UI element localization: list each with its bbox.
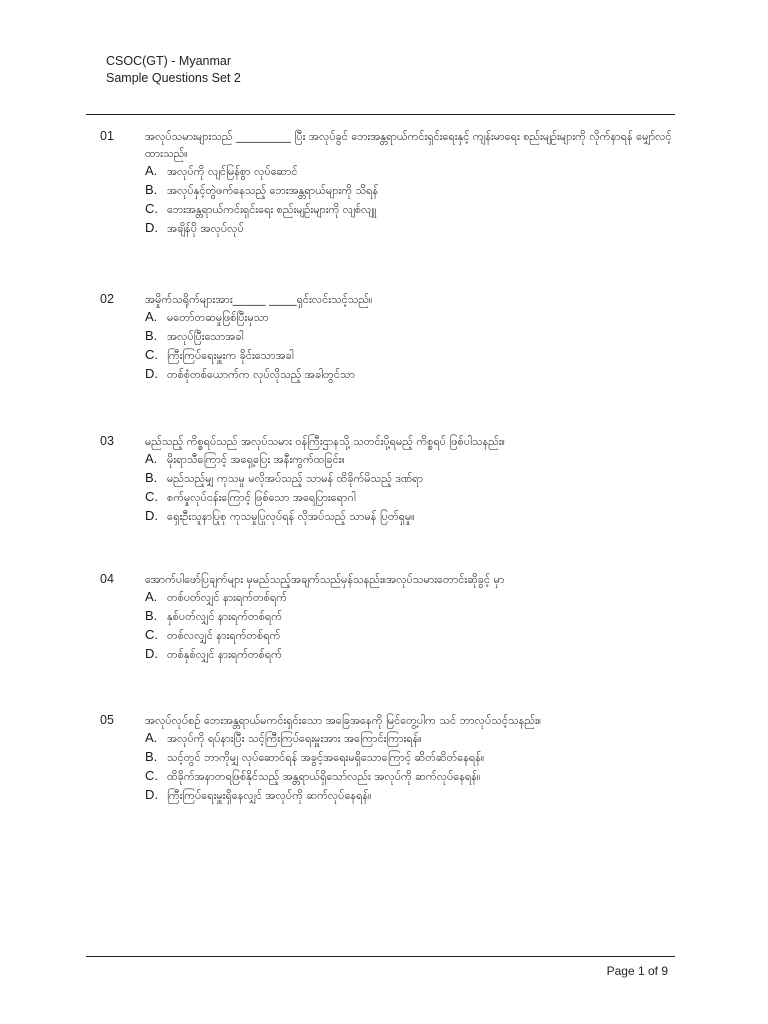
header-title: CSOC(GT) - Myanmar — [106, 54, 231, 68]
page-number: Page 1 of 9 — [606, 964, 668, 978]
document-header — [106, 53, 241, 87]
option-d — [145, 219, 675, 238]
option-text: တစ်စုံတစ်ယောက်က လုပ်လိုသည့် အခါတွင်သာ — [167, 368, 355, 381]
option-a — [145, 729, 675, 748]
option-text: ဘေးအန္တရာယ်ကင်းရှင်းရေး စည်းမျဉ်းများကို လျစ်လျူ — [167, 203, 377, 216]
option-d — [145, 365, 675, 384]
question-02 — [100, 291, 675, 384]
option-letter: D. — [145, 646, 158, 661]
option-text: အချိန်ပို အလုပ်လုပ် — [167, 222, 244, 235]
option-text: တစ်ပတ်လျှင် နားရက်တစ်ရက် — [167, 591, 288, 604]
option-d — [145, 645, 675, 664]
option-letter: D. — [145, 508, 158, 523]
question-text: အလုပ်သမားများသည် __________ ပြီး အလုပ်ခွင် ဘေးအန္တရာယ်ကင်းရှင်းရေးနှင့် ကျန်းမာရေး စည်းမျဉ်းများကို လိုက်နာရန် မျှော်လင့်ထားသည်။ — [145, 130, 672, 160]
option-text: အလုပ်နှင့်တွဲဖက်နေသည့် ဘေးအန္တရာယ်များကို သိရန် — [167, 184, 379, 197]
question-01 — [100, 128, 675, 238]
option-a — [145, 588, 675, 607]
option-a — [145, 308, 675, 327]
option-c — [145, 488, 675, 507]
option-letter: B. — [145, 182, 158, 197]
option-letter: A. — [145, 730, 158, 745]
option-letter: A. — [145, 451, 158, 466]
option-text: နှစ်ပတ်လျှင် နားရက်တစ်ရက် — [167, 610, 283, 623]
option-letter: B. — [145, 328, 158, 343]
option-c — [145, 767, 675, 786]
option-a — [145, 450, 675, 469]
question-text: အောက်ပါဖော်ပြချက်များ မှမည်သည့်အချက်သည်မှန်သနည်း။အလုပ်သမားတောင်းဆိုခွင့် မှာ — [145, 573, 505, 586]
question-number: 03 — [100, 434, 114, 448]
header-subtitle: Sample Questions Set 2 — [106, 71, 241, 85]
option-a — [145, 162, 675, 181]
option-b — [145, 181, 675, 200]
question-05 — [100, 712, 675, 805]
question-text: အမှိုက်သရိုက်များအား______ _____ရှင်းလင်းသင့်သည်။ — [145, 293, 373, 306]
option-b — [145, 469, 675, 488]
question-number: 02 — [100, 292, 114, 306]
option-letter: B. — [145, 470, 158, 485]
bottom-divider — [86, 956, 675, 957]
option-text: ကြီးကြပ်ရေးမှူးရှိနေလျှင် အလုပ်ကို ဆက်လုပ်နေရန်။ — [167, 789, 372, 802]
option-text: မိုးရာသီကြောင့် အရှေ့ပြေး အနီးကွက်ထခြင်း။ — [167, 453, 345, 466]
option-letter: C. — [145, 768, 158, 783]
option-letter: A. — [145, 589, 158, 604]
option-text: စက်မှုလုပ်ငန်းကြောင့် ဖြစ်သော အရေပြားရောဂါ — [167, 491, 356, 504]
option-c — [145, 346, 675, 365]
question-number: 05 — [100, 713, 114, 727]
option-d — [145, 786, 675, 805]
option-text: သင့်တွင် ဘာကိုမျှ လုပ်ဆောင်ရန် အခွင့်အရေးမရှိသောကြောင့် ဆိတ်ဆိတ်နေရန်။ — [167, 751, 485, 764]
option-letter: C. — [145, 489, 158, 504]
option-letter: D. — [145, 787, 158, 802]
option-letter: A. — [145, 163, 158, 178]
option-d — [145, 507, 675, 526]
question-03 — [100, 433, 675, 526]
option-text: အလုပ်ကို ရပ်နားပြီး သင့်ကြီးကြပ်ရေးမှူးအား အကြောင်းကြားရန်။ — [167, 732, 422, 745]
option-text: မည်သည့်မျှ ကုသမှု မလိုအပ်သည့် သာမန် ထိခိုက်မိသည့် ဒဏ်ရာ — [167, 472, 423, 485]
option-c — [145, 200, 675, 219]
option-text: တစ်နှစ်လျှင် နားရက်တစ်ရက် — [167, 648, 282, 661]
option-letter: D. — [145, 220, 158, 235]
option-c — [145, 626, 675, 645]
option-letter: B. — [145, 608, 158, 623]
question-number: 04 — [100, 572, 114, 586]
option-text: မတော်တဆမှုဖြစ်ပြီးမှသာ — [167, 311, 269, 324]
option-letter: A. — [145, 309, 158, 324]
option-b — [145, 607, 675, 626]
option-letter: B. — [145, 749, 158, 764]
option-letter: C. — [145, 627, 158, 642]
question-text: မည်သည့် ကိစ္စရပ်သည် အလုပ်သမား ဝန်ကြီးဌာနသို့ သတင်းပို့ရမည့် ကိစ္စရပ် ဖြစ်ပါသနည်း။ — [145, 435, 505, 448]
question-04 — [100, 571, 675, 664]
option-text: အလုပ်ပြီးသောအခါ — [167, 330, 244, 343]
question-number: 01 — [100, 129, 114, 143]
option-letter: D. — [145, 366, 158, 381]
option-letter: C. — [145, 347, 158, 362]
question-text: အလုပ်လုပ်စဉ် ဘေးအန္တရာယ်မကင်းရှင်းသော အခြေအနေကို မြင်တွေ့ပါက သင် ဘာလုပ်သင့်သနည်း။ — [145, 714, 542, 727]
option-text: ထိခိုက်အနာတရဖြစ်နိုင်သည့် အန္တရာယ်ရှိသော်လည်း အလုပ်ကို ဆက်လုပ်နေရန်။ — [167, 770, 481, 783]
option-text: အလုပ်ကို လျင်မြန်စွာ လုပ်ဆောင် — [167, 165, 298, 178]
option-b — [145, 748, 675, 767]
option-text: ကြီးကြပ်ရေးမှူးက ခိုင်းသောအခါ — [167, 349, 294, 362]
option-letter: C. — [145, 201, 158, 216]
option-text: တစ်လလျှင် နားရက်တစ်ရက် — [167, 629, 281, 642]
option-b — [145, 327, 675, 346]
top-divider — [86, 114, 675, 115]
option-text: ရှေးဦးသူနာပြုစု ကုသမှုပြုလုပ်ရန် လိုအပ်သည့် သာမန် ပြတ်ရှမှု။ — [167, 510, 415, 523]
